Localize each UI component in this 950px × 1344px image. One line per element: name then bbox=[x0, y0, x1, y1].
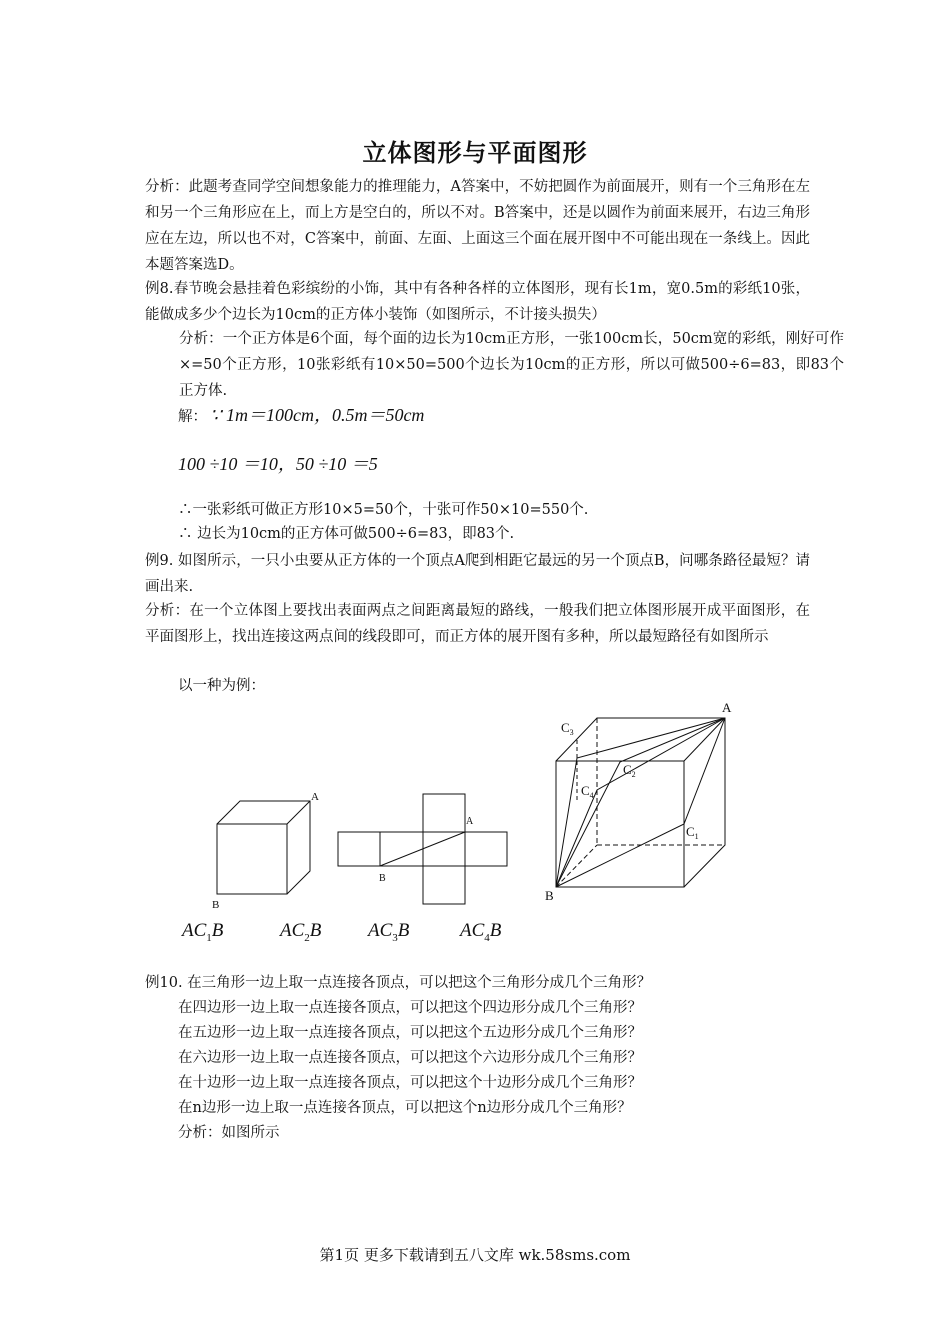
small-cube-figure bbox=[212, 791, 319, 911]
example-10-line: 在五边形一边上取一点连接各顶点，可以把这个五边形分成几个三角形？ bbox=[178, 1025, 642, 1041]
example-8: 例8.春节晚会悬挂着色彩缤纷的小饰，其中有各种各样的立体图形，现有长1m，宽0.5m的彩纸10张，能做成多少个边长为10cm的正方体小装饰（如图所示，不计接头损失） bbox=[145, 281, 810, 323]
large-cube-figure bbox=[545, 700, 732, 903]
example-10-line: 在六边形一边上取一点连接各顶点，可以把这个六边形分成几个三角形？ bbox=[178, 1050, 642, 1066]
label-c2: $C_2$ bbox=[623, 762, 636, 779]
example-10-line: 在十边形一边上取一点连接各顶点，可以把这个十边形分成几个三角形？ bbox=[178, 1075, 642, 1091]
example-9: 例9. 如图所示，一只小虫要从正方体的一个顶点A爬到相距它最远的另一个顶点B，问哪条路径最短？请画出来. bbox=[145, 553, 810, 595]
cube-label-b: B bbox=[212, 899, 220, 911]
solution-label: 解： bbox=[178, 409, 207, 425]
path-label-1: $AC_1B$ bbox=[182, 920, 224, 944]
example-9-analysis: 分析：在一个立体图上要找出表面两点之间距离最短的路线，一般我们把立体图形展开成平面图形，在平面图形上，找出连接这两点间的线段即可，而正方体的展开图有多种，所以最短路径有如图所示 bbox=[145, 603, 810, 645]
solution-line-2: 100 ÷10 ＝10，50 ÷10 ＝5 bbox=[178, 454, 378, 474]
page-footer: 第1页 更多下载请到五八文库 wk.58sms.com bbox=[319, 1246, 631, 1264]
example-10-line: 在n边形一边上取一点连接各顶点，可以把这个n边形分成几个三角形？ bbox=[178, 1100, 632, 1116]
large-label-a: A bbox=[722, 700, 732, 715]
label-c1: $C_1$ bbox=[686, 824, 699, 841]
page-title: 立体图形与平面图形 bbox=[362, 138, 588, 167]
analysis-paragraph: 分析：此题考查同学空间想象能力的推理能力，A答案中，不妨把圆作为前面展开，则有一个三角形在左和另一个三角形应在上，而上方是空白的，所以不对。B答案中，还是以圆作为前面来展开，右边三角形应在左边，所以也不对，C答案中，前面、左面、上面这三个面在展开图中不可能出现在一条线上。因此本题答案选D。 bbox=[145, 179, 810, 273]
path-label-4: $AC_4B$ bbox=[460, 920, 502, 944]
label-c3: $C_3$ bbox=[561, 720, 574, 737]
example-10-line: 分析：如图所示 bbox=[178, 1125, 280, 1141]
cube-net-figure bbox=[338, 794, 507, 904]
example-8-analysis: 分析：一个正方体是6个面，每个面的边长为10cm正方形，一张100cm长，50cm宽的彩纸，刚好可作×=50个正方形，10张彩纸有10×50=500个边长为10cm的正方形，所以可做500÷6=83，即83个正方体. bbox=[179, 331, 844, 399]
net-label-a: A bbox=[466, 816, 474, 827]
large-label-b: B bbox=[545, 888, 554, 903]
example-intro: 以一种为例： bbox=[178, 678, 265, 694]
solution-line-3: ∴一张彩纸可做正方形10×5=50个，十张可作50×10=550个. bbox=[178, 502, 589, 518]
cube-label-a: A bbox=[311, 791, 319, 803]
path-label-2: $AC_2B$ bbox=[280, 920, 322, 944]
path-label-3: $AC_3B$ bbox=[368, 920, 410, 944]
solution-line-1: ∵ 1m＝100cm，0.5m＝50cm bbox=[210, 405, 425, 425]
solution-line-4: ∴ 边长为10cm的正方体可做500÷6=83，即83个. bbox=[178, 526, 515, 542]
net-label-b: B bbox=[379, 873, 386, 884]
example-10-line: 例10. 在三角形一边上取一点连接各顶点，可以把这个三角形分成几个三角形？ bbox=[145, 975, 652, 991]
example-10-line: 在四边形一边上取一点连接各顶点，可以把这个四边形分成几个三角形？ bbox=[178, 1000, 642, 1016]
label-c4: $C_4$ bbox=[581, 783, 594, 800]
